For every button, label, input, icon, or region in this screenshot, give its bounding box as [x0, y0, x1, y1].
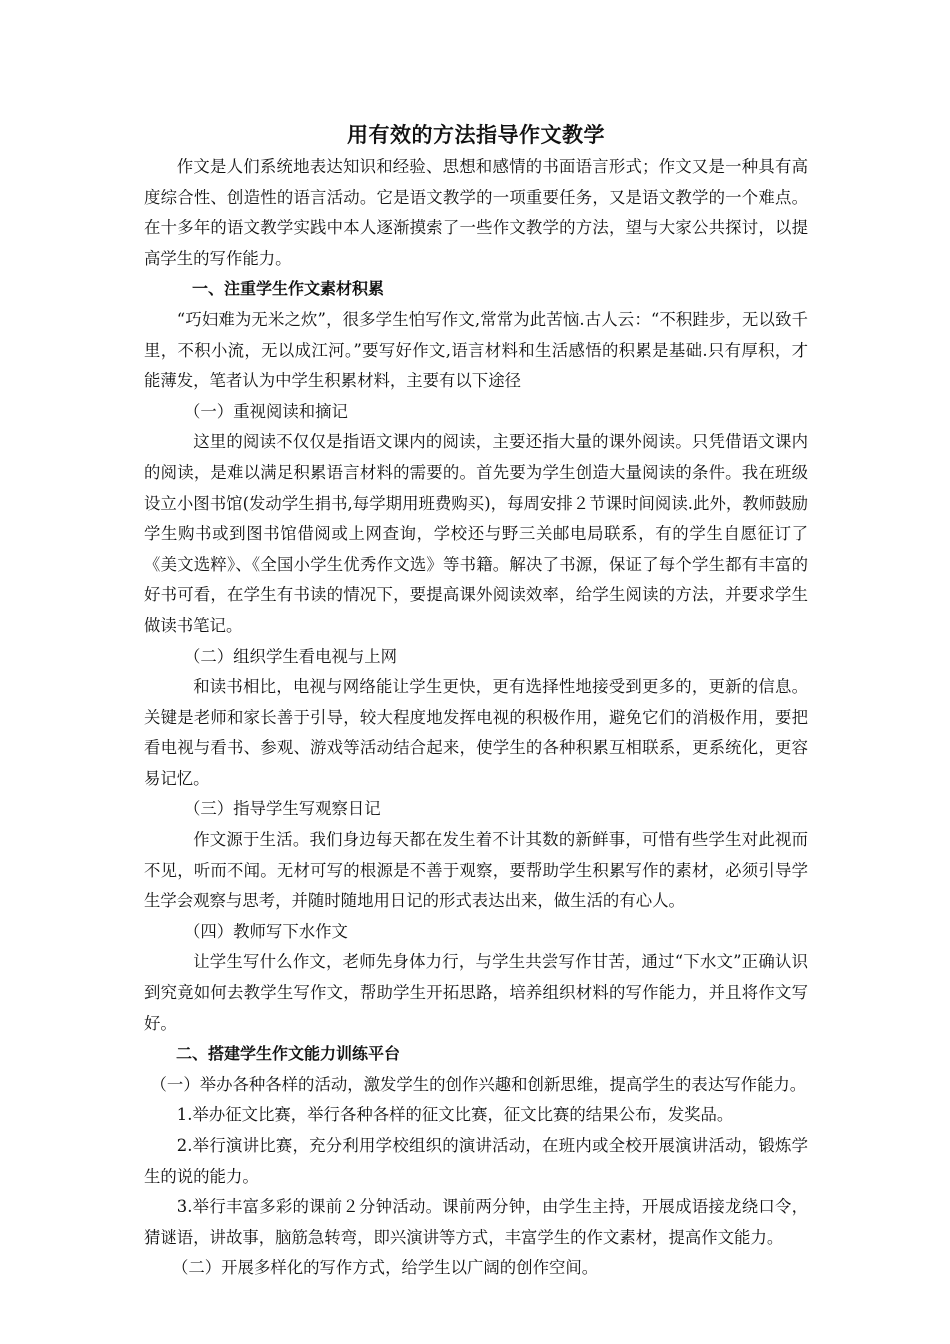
- list-item-1: 1.举办征文比赛，举行各种各样的征文比赛，征文比赛的结果公布，发奖品。: [176, 1105, 734, 1125]
- document-title: 用有效的方法指导作文教学: [347, 123, 605, 147]
- subsection-1-3-paragraph: 作文源于生活。我们身边每天都在发生着不计其数的新鲜事，可惜有些学生对此视而不见，听而不闻。无材可写的根源是不善于观察，要帮助学生积累写作的素材，必须引导学生学会观察与思考，并随时随地用日记的形式表达出来，做生活的有心人。: [144, 830, 808, 911]
- subsection-2-2-heading: （二）开展多样化的写作方式，给学生以广阔的创作空间。: [172, 1258, 599, 1278]
- subsection-1-2-heading: （二）组织学生看电视与上网: [184, 646, 398, 666]
- section-1-heading: 一、注重学生作文素材积累: [192, 279, 385, 299]
- list-item-2: 2.举行演讲比赛，充分利用学校组织的演讲活动，在班内或全校开展演讲活动，锻炼学生的说的能力。: [144, 1136, 808, 1186]
- subsection-1-2-paragraph: 和读书相比，电视与网络能让学生更快，更有选择性地接受到更多的，更新的信息。关键是老师和家长善于引导，较大程度地发挥电视的积极作用，避免它们的消极作用，要把看电视与看书、参观、游戏等活动结合起来，使学生的各种积累互相联系，更系统化，更容易记忆。: [144, 677, 808, 788]
- subsection-2-1-paragraph: （一）举办各种各样的活动，激发学生的创作兴趣和创新思维，提高学生的表达写作能力。: [150, 1074, 807, 1094]
- intro-paragraph: 作文是人们系统地表达知识和经验、思想和感情的书面语言形式；作文又是一种具有高度综合性、创造性的语言活动。它是语文教学的一项重要任务，又是语文教学的一个难点。在十多年的语文教学实践中本人逐渐摸索了一些作文教学的方法，望与大家公共探讨，以提高学生的写作能力。: [144, 157, 808, 268]
- subsection-1-3-heading: （三）指导学生写观察日记: [184, 799, 381, 819]
- subsection-1-1-paragraph: 这里的阅读不仅仅是指语文课内的阅读，主要还指大量的课外阅读。只凭借语文课内的阅读，是难以满足积累语言材料的需要的。首先要为学生创造大量阅读的条件。我在班级设立小图书馆(发动学生捐书,每学期用班费购买)，每周安排２节课时间阅读.此外，教师鼓励学生购书或到图书馆借阅或上网查询，学校还与野三关邮电局联系，有的学生自愿征订了《美文选粹》、《全国小学生优秀作文选》等书籍。解决了书源，保证了每个学生都有丰富的好书可看，在学生有书读的情况下，要提高课外阅读效率，给学生阅读的方法，并要求学生做读书笔记。: [144, 432, 808, 635]
- list-item-3: 3.举行丰富多彩的课前２分钟活动。课前两分钟，由学生主持，开展成语接龙绕口令，猜谜语，讲故事，脑筋急转弯，即兴演讲等方式，丰富学生的作文素材，提高作文能力。: [144, 1197, 808, 1247]
- section-2-heading: 二、搭建学生作文能力训练平台: [176, 1044, 401, 1064]
- section-1-paragraph: “巧妇难为无米之炊”，很多学生怕写作文,常常为此苦恼.古人云：“不积跬步，无以致千里，不积小流，无以成江河。”要写好作文,语言材料和生活感悟的积累是基础.只有厚积，才能薄发，笔者认为中学生积累材料，主要有以下途径: [144, 309, 808, 391]
- document-page: [144, 118, 808, 1284]
- subsection-1-4-paragraph: 让学生写什么作文，老师先身体力行，与学生共尝写作甘苦，通过“下水文”正确认识到究竟如何去教学生写作文，帮助学生开拓思路，培养组织材料的写作能力，并且将作文写好。: [144, 952, 808, 1033]
- subsection-1-1-heading: （一）重视阅读和摘记: [184, 401, 348, 421]
- subsection-1-4-heading: （四）教师写下水作文: [184, 921, 348, 941]
